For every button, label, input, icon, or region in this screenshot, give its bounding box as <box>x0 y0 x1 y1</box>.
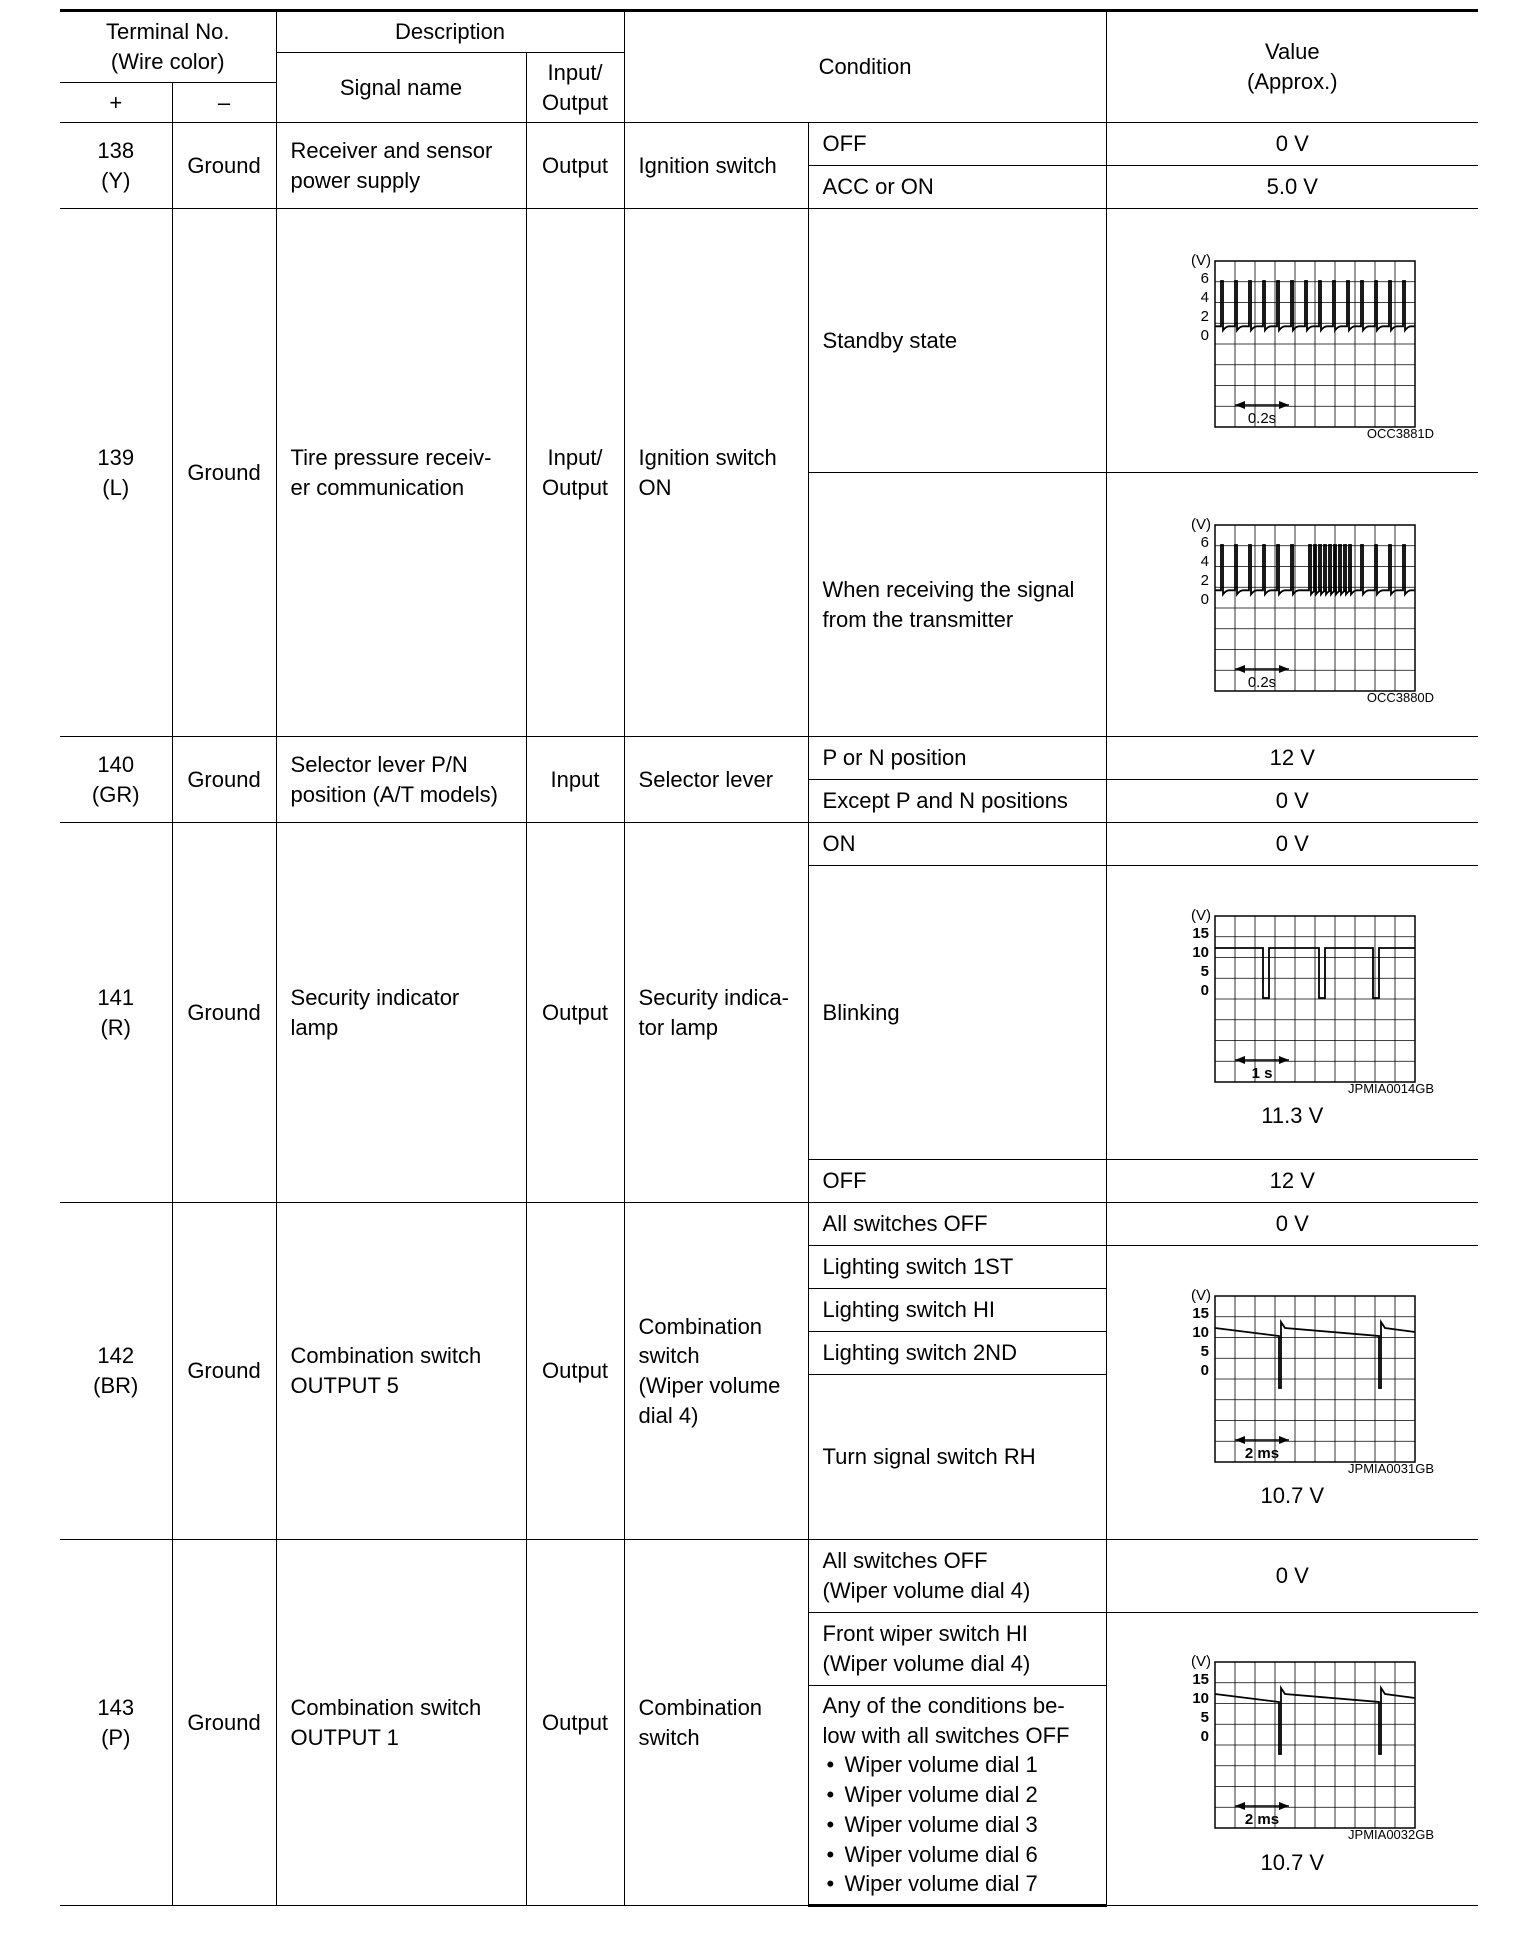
condition-state: Blinking <box>808 866 1106 1160</box>
waveform-ytick: 5 <box>1200 1709 1210 1727</box>
condition-state: Lighting switch 1ST <box>808 1246 1106 1289</box>
waveform-cell <box>1106 866 1478 1160</box>
waveform-ytick: 15 <box>1192 924 1210 942</box>
waveform-output-1 <box>1157 1640 1427 1830</box>
waveform-ytick: 0 <box>1200 590 1210 608</box>
waveform-ylabel: (V) <box>1191 1286 1212 1304</box>
header-signal-name: Signal name <box>276 53 526 123</box>
ground-label: Ground <box>172 1203 276 1540</box>
condition-main: Security indica- tor lamp <box>624 823 808 1203</box>
terminal-number: 138 (Y) <box>60 123 172 209</box>
signal-name: Tire pressure receiv- er communication <box>276 209 526 737</box>
value-cell: 0 V <box>1106 1540 1478 1613</box>
signal-name: Combination switch OUTPUT 5 <box>276 1203 526 1540</box>
header-row-1 <box>60 11 1478 53</box>
figure-code: JPMIA0031GB <box>1348 1460 1435 1476</box>
header-description: Description <box>276 11 624 53</box>
io-type: Output <box>526 1203 624 1540</box>
waveform-cell <box>1106 473 1478 737</box>
condition-state: Standby state <box>808 209 1106 473</box>
waveform-ytick: 4 <box>1200 552 1210 570</box>
ground-label: Ground <box>172 1540 276 1906</box>
scale-label: 0.2s <box>1248 409 1277 427</box>
waveform-ytick: 10 <box>1192 1323 1210 1341</box>
value-cell: 0 V <box>1106 1203 1478 1246</box>
waveform-ytick: 0 <box>1200 326 1210 344</box>
condition-state: When receiving the signal from the transmitter <box>808 473 1106 737</box>
scale-label: 0.2s <box>1248 673 1277 691</box>
condition-state: Front wiper switch HI (Wiper volume dial 4) <box>808 1613 1106 1686</box>
list-item: • Wiper volume dial 7 <box>845 1869 1092 1899</box>
waveform-ytick: 10 <box>1192 943 1210 961</box>
waveform-ytick: 4 <box>1200 288 1210 306</box>
ground-label: Ground <box>172 123 276 209</box>
condition-state: ON <box>808 823 1106 866</box>
header-input-output: Input/ Output <box>526 53 624 123</box>
waveform-output-5 <box>1157 1274 1427 1464</box>
value-cell: 0 V <box>1106 780 1478 823</box>
condition-main: Combination switch (Wiper volume dial 4) <box>624 1203 808 1540</box>
value-cell: 0 V <box>1106 123 1478 166</box>
table-row <box>60 209 1478 473</box>
scale-label: 1 s <box>1251 1064 1273 1082</box>
value-cell: 0 V <box>1106 823 1478 866</box>
waveform-ytick: 5 <box>1200 962 1210 980</box>
io-type: Output <box>526 823 624 1203</box>
table-row <box>60 737 1478 780</box>
condition-state: OFF <box>808 123 1106 166</box>
table-row <box>60 123 1478 166</box>
terminal-spec-table <box>60 9 1478 1907</box>
table-row <box>60 1540 1478 1613</box>
signal-name: Combination switch OUTPUT 1 <box>276 1540 526 1906</box>
waveform-ytick: 0 <box>1200 1728 1210 1746</box>
waveform-cell <box>1106 209 1478 473</box>
header-terminal: Terminal No. (Wire color) <box>60 11 276 83</box>
io-type: Output <box>526 1540 624 1906</box>
figure-code: JPMIA0032GB <box>1348 1827 1435 1843</box>
io-type: Input/ Output <box>526 209 624 737</box>
waveform-ytick: 15 <box>1192 1304 1210 1322</box>
condition-state-list <box>808 1686 1106 1906</box>
terminal-number: 140 (GR) <box>60 737 172 823</box>
waveform-ytick: 2 <box>1200 571 1210 589</box>
waveform-cell <box>1106 1613 1478 1906</box>
condition-state: ACC or ON <box>808 166 1106 209</box>
ground-label: Ground <box>172 209 276 737</box>
condition-state: Lighting switch HI <box>808 1289 1106 1332</box>
waveform-ytick: 10 <box>1192 1690 1210 1708</box>
condition-state: Lighting switch 2ND <box>808 1332 1106 1375</box>
condition-state: All switches OFF <box>808 1203 1106 1246</box>
signal-name: Receiver and sensor power supply <box>276 123 526 209</box>
figure-value: 10.7 V <box>1260 1483 1325 1509</box>
condition-bullets <box>823 1750 1092 1898</box>
waveform-ytick: 0 <box>1200 981 1210 999</box>
list-item: • Wiper volume dial 2 <box>845 1780 1092 1810</box>
ground-label: Ground <box>172 737 276 823</box>
terminal-number: 142 (BR) <box>60 1203 172 1540</box>
table-row <box>60 823 1478 866</box>
header-value: Value (Approx.) <box>1106 11 1478 123</box>
terminal-number: 139 (L) <box>60 209 172 737</box>
condition-state: Turn signal switch RH <box>808 1375 1106 1540</box>
waveform-ylabel: (V) <box>1191 1653 1212 1671</box>
figure-code: OCC3880D <box>1366 689 1435 705</box>
waveform-standby <box>1157 239 1427 429</box>
condition-state: Except P and N positions <box>808 780 1106 823</box>
value-cell: 12 V <box>1106 1160 1478 1203</box>
io-type: Input <box>526 737 624 823</box>
waveform-ytick: 2 <box>1200 307 1210 325</box>
value-cell: 12 V <box>1106 737 1478 780</box>
list-item: • Wiper volume dial 3 <box>845 1810 1092 1840</box>
condition-main: Ignition switch ON <box>624 209 808 737</box>
condition-state: Any of the conditions be- low with all switches OFF <box>822 1693 1070 1748</box>
figure-code: JPMIA0014GB <box>1348 1080 1435 1096</box>
condition-state: P or N position <box>808 737 1106 780</box>
waveform-blinking <box>1157 894 1427 1084</box>
value-cell: 5.0 V <box>1106 166 1478 209</box>
waveform-ytick: 0 <box>1200 1361 1210 1379</box>
terminal-number: 143 (P) <box>60 1540 172 1906</box>
header-minus: – <box>172 83 276 123</box>
scale-label: 2 ms <box>1245 1811 1280 1829</box>
waveform-receiving <box>1157 503 1427 693</box>
condition-state: OFF <box>808 1160 1106 1203</box>
waveform-ylabel: (V) <box>1191 251 1212 269</box>
waveform-ytick: 15 <box>1192 1671 1210 1689</box>
condition-main: Selector lever <box>624 737 808 823</box>
io-type: Output <box>526 123 624 209</box>
terminal-number: 141 (R) <box>60 823 172 1203</box>
header-plus: + <box>60 83 172 123</box>
figure-value: 10.7 V <box>1260 1849 1325 1875</box>
signal-name: Security indicator lamp <box>276 823 526 1203</box>
header-condition: Condition <box>624 11 1106 123</box>
list-item: • Wiper volume dial 1 <box>845 1750 1092 1780</box>
scale-label: 2 ms <box>1245 1444 1280 1462</box>
waveform-cell <box>1106 1246 1478 1540</box>
condition-main: Ignition switch <box>624 123 808 209</box>
waveform-ytick: 6 <box>1200 533 1210 551</box>
waveform-ytick: 6 <box>1200 269 1210 287</box>
condition-main: Combination switch <box>624 1540 808 1906</box>
condition-state: All switches OFF (Wiper volume dial 4) <box>808 1540 1106 1613</box>
waveform-ylabel: (V) <box>1191 906 1212 924</box>
ground-label: Ground <box>172 823 276 1203</box>
figure-code: OCC3881D <box>1366 425 1435 441</box>
table-row <box>60 1203 1478 1246</box>
waveform-ylabel: (V) <box>1191 515 1212 533</box>
list-item: • Wiper volume dial 6 <box>845 1840 1092 1870</box>
figure-value: 11.3 V <box>1261 1103 1324 1129</box>
signal-name: Selector lever P/N position (A/T models) <box>276 737 526 823</box>
waveform-ytick: 5 <box>1200 1342 1210 1360</box>
